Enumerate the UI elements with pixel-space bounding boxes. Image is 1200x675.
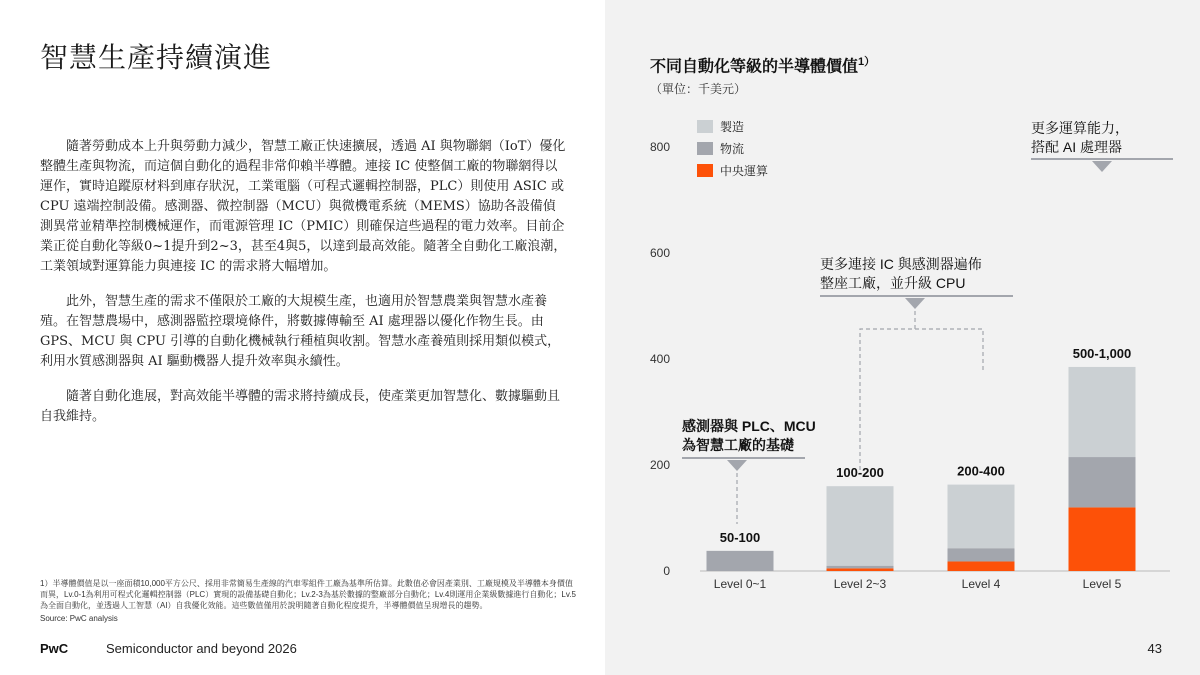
bar-segment-central-compute bbox=[827, 568, 894, 571]
footnote-text: 1）半導體價值是以一座面積10,000平方公尺、採用非常簡易生產線的汽車零組件工廠為基準所估算。此數值必會因產業別、工廠規模及半導體本身價值而異，Lv.0-1為利用可程式化邏輯控制器（PLC）實現的設備基礎自動化；Lv.2-3為基於數據的整廠部分自動化；Lv.4則運用企業級數據進行自動化；Lv.5為全面自動化，並透過人工智慧（AI）自我優化效能。這些數值僅用於說明隨著自動化程度提升，半導體價值呈現增長的趨勢。 bbox=[40, 579, 576, 610]
bar-segment-logistics bbox=[707, 551, 774, 571]
footer-report-title: Semiconductor and beyond 2026 bbox=[106, 641, 297, 656]
y-tick-label: 0 bbox=[663, 564, 670, 578]
bar-segment-logistics bbox=[827, 566, 894, 569]
y-tick-label: 200 bbox=[649, 458, 670, 472]
bar-segment-logistics bbox=[1069, 457, 1136, 507]
annotation-2-dashed-connector-left bbox=[860, 311, 915, 470]
chart-title-text: 不同自動化等級的半導體價值 bbox=[650, 58, 859, 76]
paragraph-1: 隨著勞動成本上升與勞動力減少，智慧工廠正快速擴展，透過 AI 與物聯網（IoT）優化整體生產與物流，而這個自動化的過程非常仰賴半導體。連接 IC 使整個工廠的物聯網得以運作，實時追蹤原材料到庫存狀況，工業電腦（可程式邏輯控制器，PLC）則使用 ASIC 或 CPU 遠端控制設備。感測器、微控制器（MCU）與微機電系統（MEMS）協助各設備偵測異常並精準控制機械運作，而電源管理 IC（PMIC）則確保這些過程的電力效率。目前企業正從自動化等級0~1提升到2~3，甚至4與5，以達到最高效能。隨著全自動化工廠浪潮，工業領域對運算能力與連接 IC 的需求將大幅增加。 bbox=[40, 139, 567, 274]
x-tick-label: Level 0~1 bbox=[713, 577, 767, 591]
bar-segment-manufacturing bbox=[948, 485, 1015, 549]
x-tick-label: Level 5 bbox=[1082, 577, 1122, 591]
paragraph-3: 隨著自動化進展，對高效能半導體的需求將持續成長，使產業更加智慧化、數據驅動且自我維持。 bbox=[40, 389, 561, 424]
legend-swatch bbox=[697, 120, 713, 133]
bar-segment-manufacturing bbox=[827, 486, 894, 566]
annotation-1-line-2: 為智慧工廠的基礎 bbox=[682, 437, 794, 453]
footer-brand: PwC bbox=[40, 641, 69, 656]
legend-swatch bbox=[697, 164, 713, 177]
bar-segment-central-compute bbox=[948, 561, 1015, 571]
legend-label: 製造 bbox=[720, 120, 745, 134]
annotation-3-line-1: 更多運算能力， bbox=[1031, 120, 1129, 136]
source-text: Source: PwC analysis bbox=[40, 614, 118, 623]
chart-title-footnote-mark: 1） bbox=[858, 56, 876, 68]
annotation-3-line-2: 搭配 AI 處理器 bbox=[1031, 139, 1123, 155]
x-tick-label: Level 2~3 bbox=[833, 577, 887, 591]
bar-segment-logistics bbox=[948, 548, 1015, 561]
bar-total-label: 100-200 bbox=[836, 465, 884, 481]
page-number: 43 bbox=[1147, 641, 1162, 656]
annotation-2-line-1: 更多連接 IC 與感測器遍佈 bbox=[820, 256, 982, 272]
annotation-3-pointer bbox=[1092, 161, 1112, 172]
legend-label: 物流 bbox=[720, 142, 745, 156]
annotation-2-pointer bbox=[905, 298, 925, 309]
annotation-1-pointer bbox=[727, 460, 747, 471]
bar-segment-manufacturing bbox=[1069, 367, 1136, 457]
chart-subtitle: （單位：千美元） bbox=[650, 82, 747, 96]
body-text bbox=[40, 137, 568, 442]
y-tick-label: 800 bbox=[649, 140, 670, 154]
legend-swatch bbox=[697, 142, 713, 155]
bar-total-label: 500-1,000 bbox=[1072, 345, 1132, 361]
bar-total-label: 200-400 bbox=[957, 463, 1005, 479]
legend-label: 中央運算 bbox=[720, 164, 769, 178]
footnote bbox=[40, 578, 580, 624]
page-title: 智慧生產持續演進 bbox=[40, 41, 273, 74]
y-tick-label: 600 bbox=[649, 246, 670, 260]
bar-total-label: 50-100 bbox=[719, 529, 761, 545]
annotation-2-line-2: 整座工廠，並升級 CPU bbox=[820, 275, 966, 291]
annotation-1-line-1: 感測器與 PLC、MCU bbox=[682, 418, 816, 434]
annotation-2-dashed-connector-right bbox=[915, 329, 983, 372]
x-tick-label: Level 4 bbox=[961, 577, 1001, 591]
stacked-bar-chart bbox=[605, 0, 1200, 675]
y-tick-label: 400 bbox=[649, 352, 670, 366]
paragraph-2: 此外，智慧生產的需求不僅限於工廠的大規模生產，也適用於智慧農業與智慧水產養殖。在智慧農場中，感測器監控環境條件，將數據傳輸至 AI 處理器以優化作物生長。由 GPS、MCU 與 CPU 引導的自動化機械執行種植與收割。智慧水產養殖則採用類似模式，利用水質感測器與 AI 驅動機器人提升效率與永續性。 bbox=[40, 294, 561, 369]
bar-segment-central-compute bbox=[1069, 507, 1136, 571]
